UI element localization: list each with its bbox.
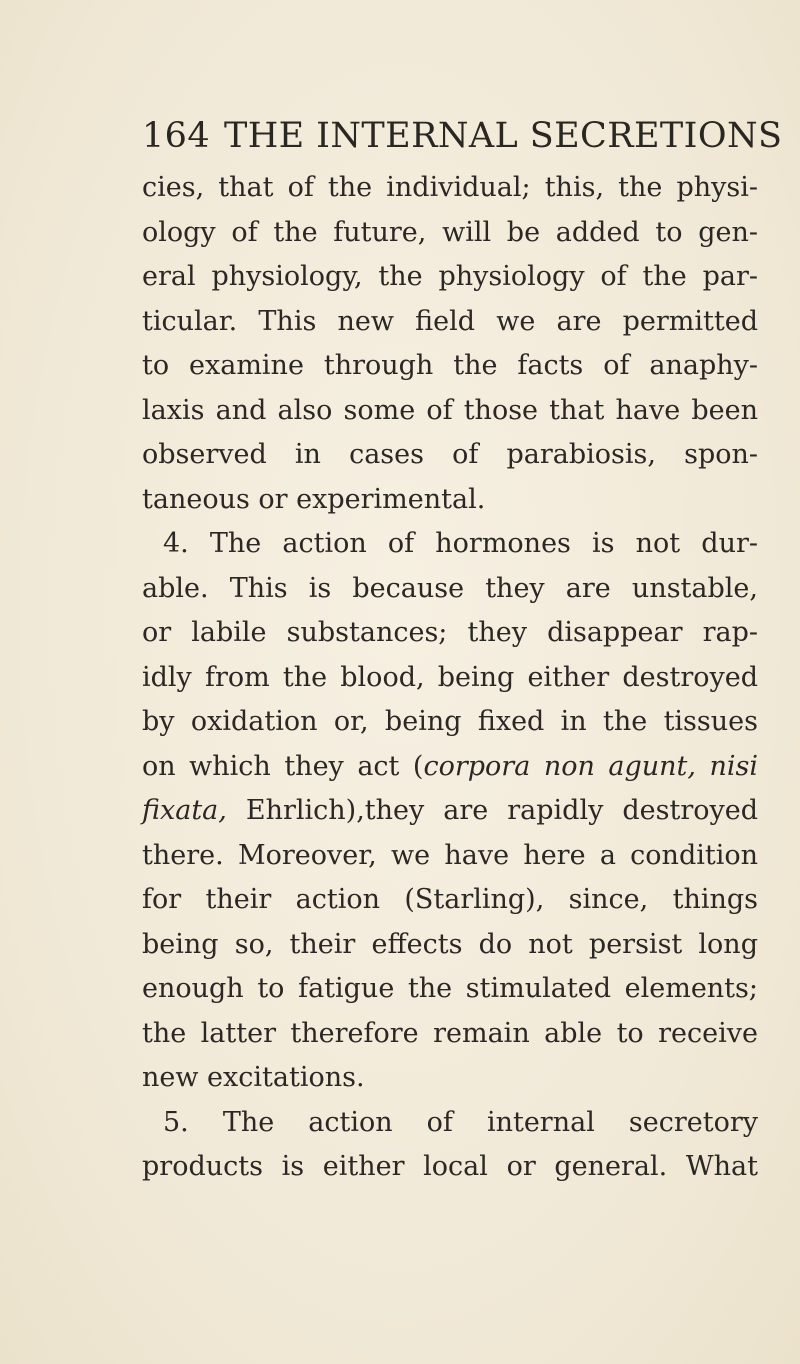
- text-line: products is either local or general. What: [142, 1151, 758, 1182]
- text-line: or labile substances; they disappear rap-: [142, 617, 758, 648]
- text-line: observed in cases of parabiosis, spon-: [142, 439, 758, 470]
- text-segment: on which they act (: [142, 750, 424, 782]
- text-line: for their action (Starling), since, things: [142, 884, 758, 915]
- text-line-with-italic: [142, 745, 758, 790]
- text-line: eral physiology, the physiology of the par-: [142, 261, 758, 292]
- text-line: able. This is because they are unstable,: [142, 572, 758, 604]
- running-title: THE INTERNAL SECRETIONS: [224, 116, 783, 156]
- text-line: laxis and also some of those that have been: [142, 394, 758, 426]
- text-line: ology of the future, will be added to gen-: [142, 216, 758, 248]
- text-line: the latter therefore remain able to receive: [142, 1017, 758, 1049]
- text-line-with-italic: [142, 789, 758, 834]
- body-text: [142, 166, 758, 1190]
- running-header: [142, 116, 783, 156]
- text-line: ticular. This new field we are permitted: [142, 305, 758, 337]
- text-line: 4. The action of hormones is not dur-: [163, 528, 758, 559]
- text-line: to examine through the facts of anaphy-: [142, 350, 758, 381]
- text-line: cies, that of the individual; this, the physi-: [142, 172, 758, 203]
- text-line: enough to fatigue the stimulated elements;: [142, 973, 758, 1004]
- text-line: there. Moreover, we have here a condition: [142, 839, 758, 871]
- text-segment: Ehrlich),they are rapidly destroyed: [226, 795, 758, 826]
- latin-quote: fixata,: [142, 795, 227, 826]
- page-number: 164: [142, 116, 211, 156]
- text-line: by oxidation or, being fixed in the tissues: [142, 706, 758, 737]
- text-line: idly from the blood, being either destroyed: [142, 661, 758, 693]
- text-line: 5. The action of internal secretory: [163, 1106, 758, 1138]
- latin-quote: corpora non agunt, nisi: [423, 750, 759, 782]
- paragraph-end-line: taneous or experimental.: [142, 483, 486, 515]
- text-line: being so, their effects do not persist long: [142, 928, 758, 960]
- paragraph-end-line: new excitations.: [142, 1062, 365, 1093]
